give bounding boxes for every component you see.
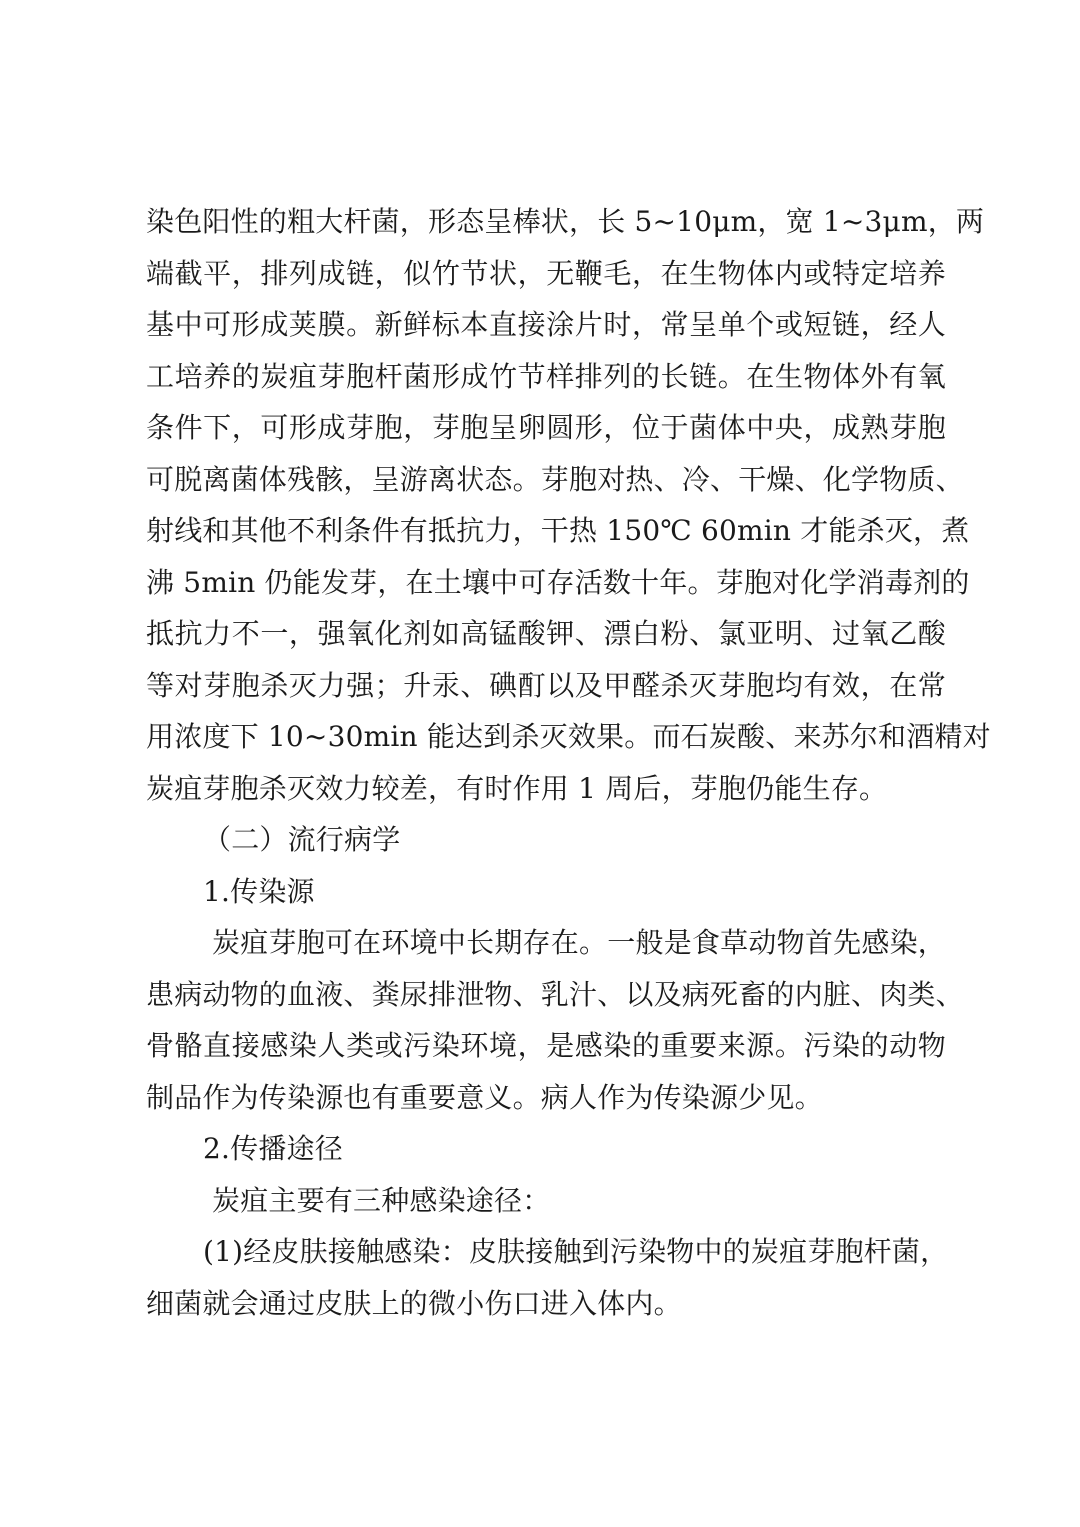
text-line: 炭疽芽胞杀灭效力较差，有时作用 1 周后，芽胞仍能生存。: [146, 771, 888, 805]
text-line: 条件下，可形成芽胞，芽胞呈卵圆形，位于菌体中央，成熟芽胞: [146, 411, 946, 444]
text-line: 抵抗力不一，强氧化剂如高锰酸钾、漂白粉、氯亚明、过氧乙酸: [146, 617, 946, 650]
text-line: 工培养的炭疽芽胞杆菌形成竹节样排列的长链。在生物体外有氧: [146, 359, 946, 393]
text-line: 可脱离菌体残骸，呈游离状态。芽胞对热、冷、干燥、化学物质、: [146, 462, 964, 496]
text-line: 端截平，排列成链，似竹节状，无鞭毛，在生物体内或特定培养: [146, 256, 946, 290]
text-line: 炭疽芽胞可在环境中长期存在。一般是食草动物首先感染，: [212, 926, 946, 959]
text-line: 基中可形成荚膜。新鲜标本直接涂片时，常呈单个或短链，经人: [146, 308, 946, 341]
text-line: 染色阳性的粗大杆菌，形态呈棒状，长 5~10μm，宽 1~3μm，两: [146, 205, 985, 238]
text-line: 患病动物的血液、粪尿排泄物、乳汁、以及病死畜的内脏、肉类、: [146, 977, 964, 1011]
source-paragraph: [146, 917, 964, 1123]
section-heading-epidemiology: （二）流行病学: [203, 823, 401, 856]
text-line: 骨骼直接感染人类或污染环境，是感染的重要来源。污染的动物: [146, 1029, 946, 1062]
route-item-1: [146, 1226, 949, 1329]
text-line: 制品作为传染源也有重要意义。病人作为传染源少见。: [146, 1080, 823, 1114]
text-line: 沸 5min 仍能发芽，在土壤中可存活数十年。芽胞对化学消毒剂的: [146, 565, 970, 599]
text-line: 射线和其他不利条件有抵抗力，干热 150℃ 60min 才能杀灭，煮: [146, 514, 970, 547]
text-line: 用浓度下 10~30min 能达到杀灭效果。而石炭酸、来苏尔和酒精对: [146, 720, 991, 753]
intro-paragraph: [146, 196, 991, 814]
route-intro: 炭疽主要有三种感染途径：: [212, 1183, 551, 1217]
text-line: 细菌就会通过皮肤上的微小伤口进入体内。: [146, 1286, 682, 1320]
subheading-infection-source: 1.传染源: [203, 874, 315, 908]
text-line: (1)经皮肤接触感染：皮肤接触到污染物中的炭疽芽胞杆菌，: [203, 1235, 949, 1268]
subheading-transmission-route: 2.传播途径: [203, 1132, 343, 1165]
document-page: [146, 196, 991, 1329]
text-line: 等对芽胞杀灭力强；升汞、碘酊以及甲醛杀灭芽胞均有效，在常: [146, 668, 946, 702]
